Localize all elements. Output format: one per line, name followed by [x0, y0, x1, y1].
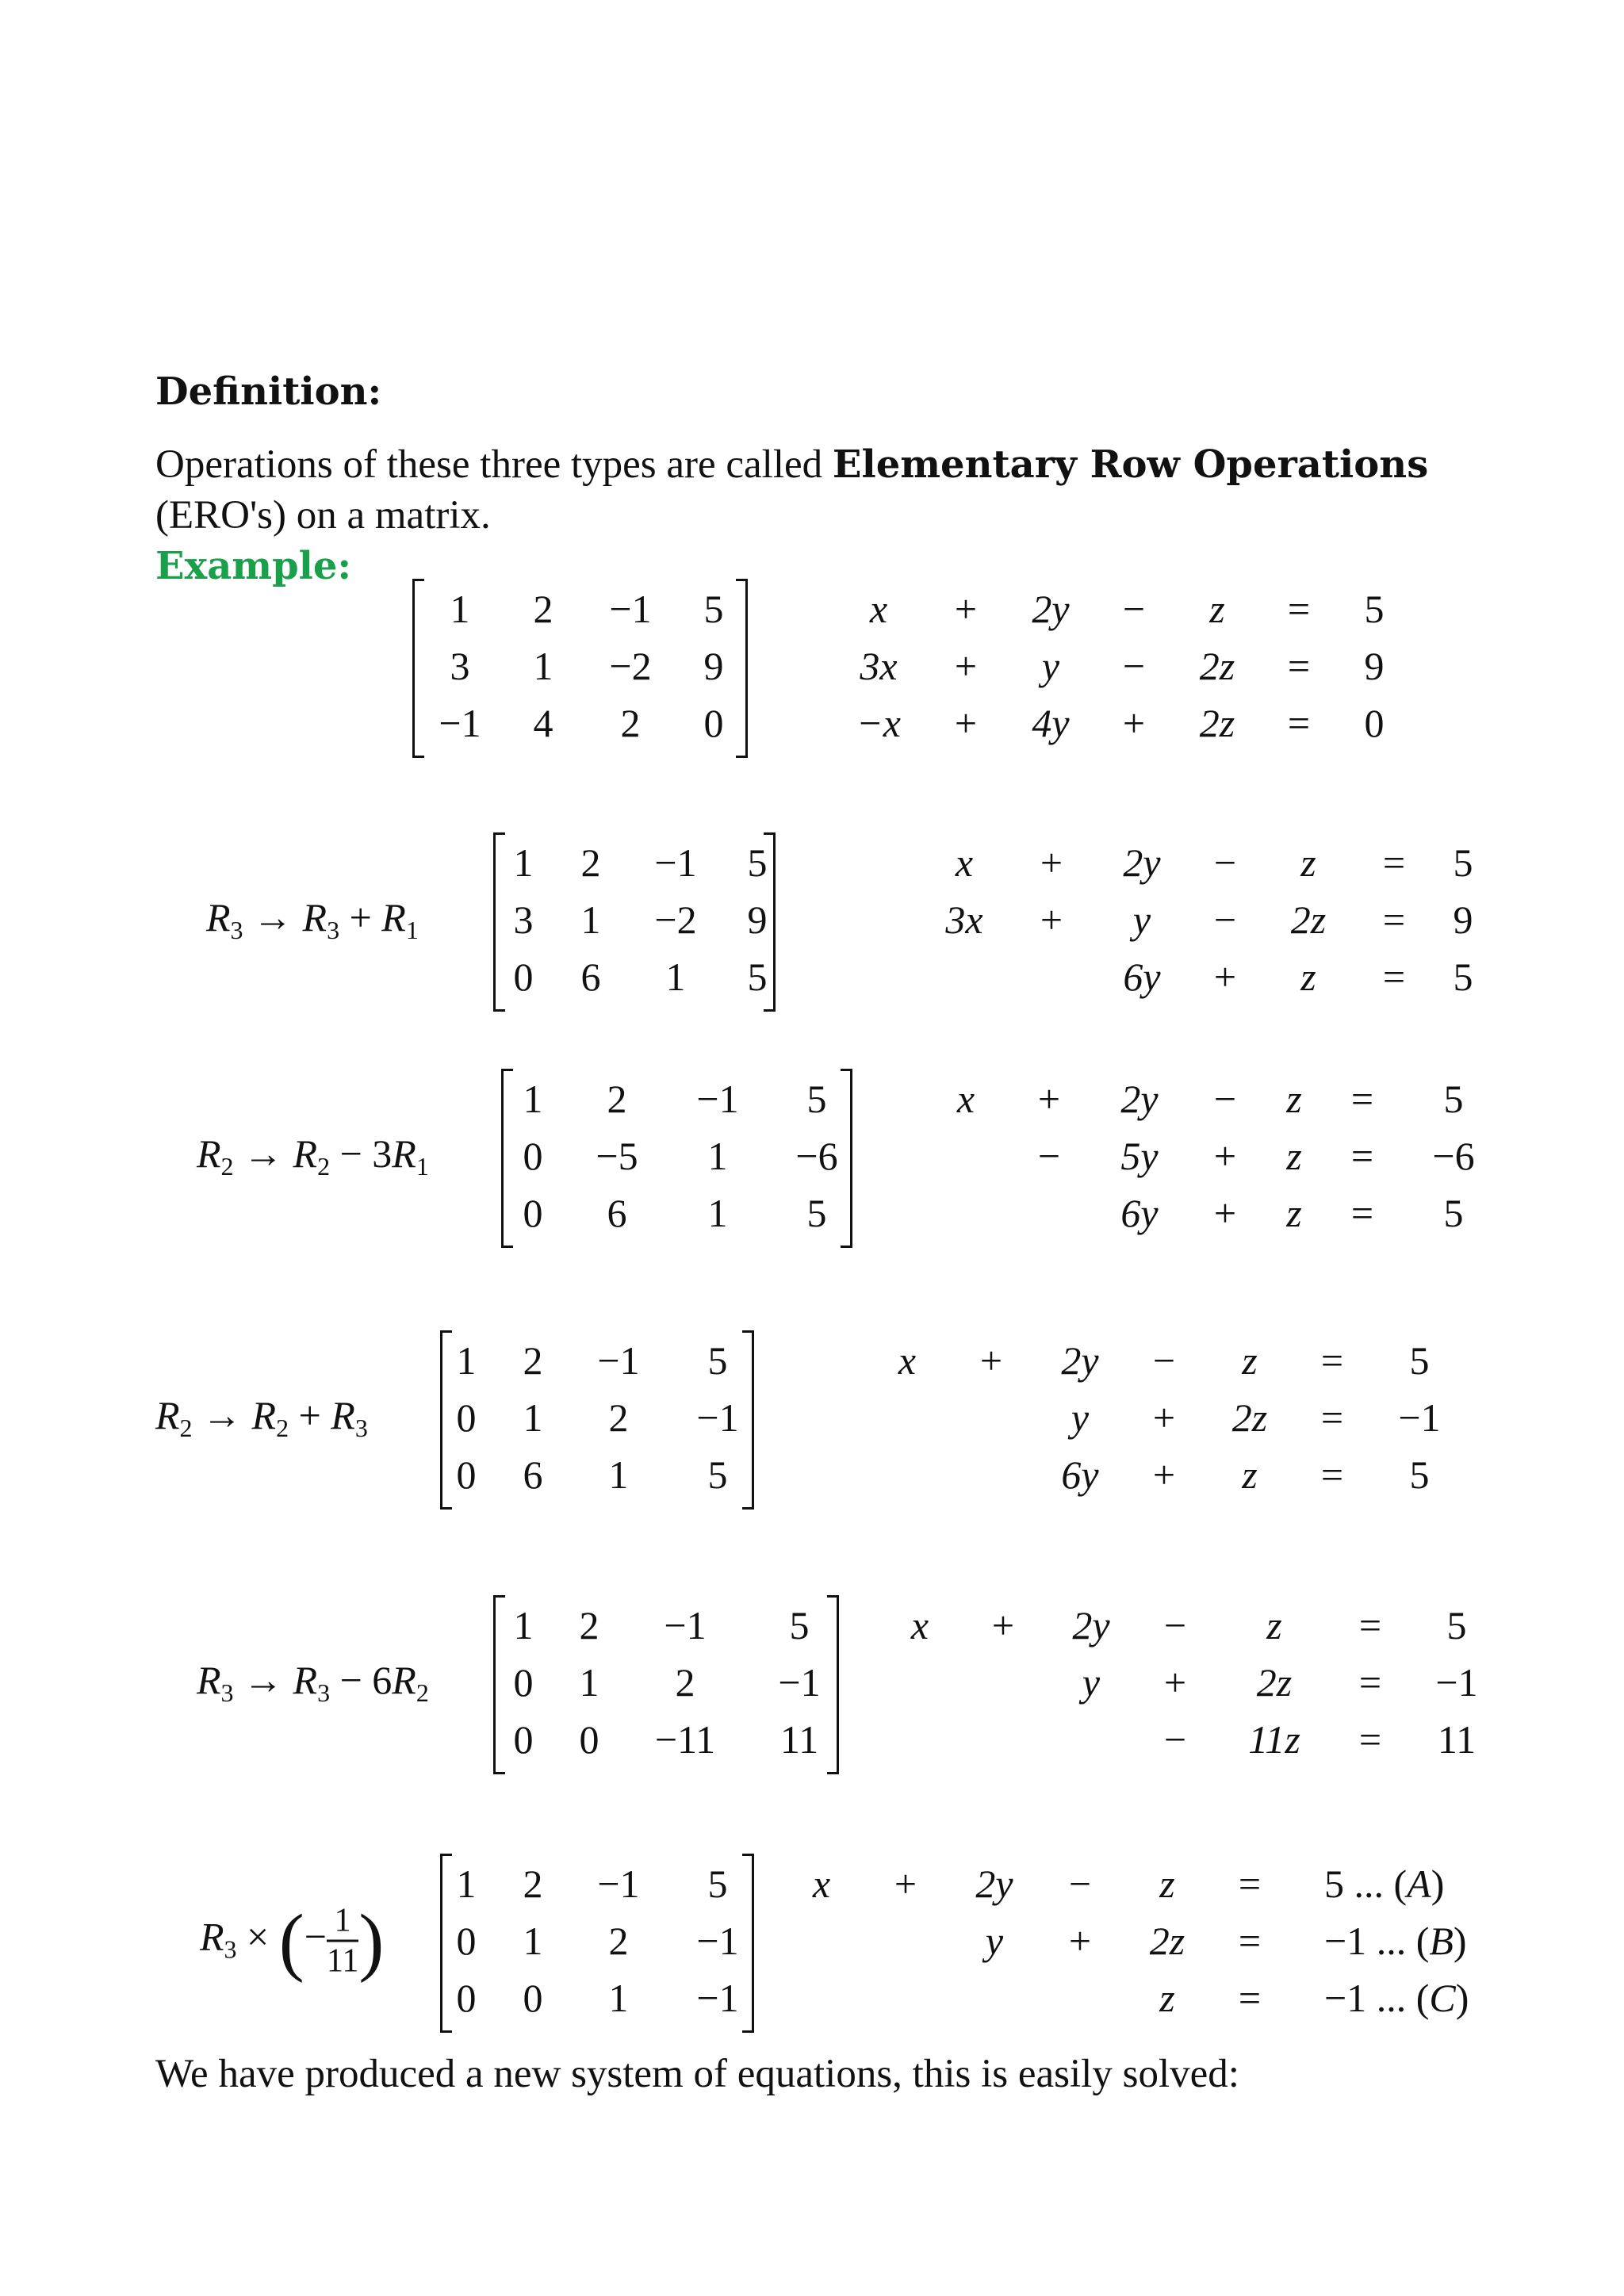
- equation-term: =: [1320, 1452, 1344, 1497]
- matrix-cell: 2: [620, 701, 641, 745]
- equation-term: 0: [1364, 701, 1385, 745]
- matrix-left-bracket: [440, 1854, 452, 2033]
- example-heading: Example:: [155, 544, 352, 588]
- matrix-cell: 2: [533, 587, 553, 631]
- matrix-cell: 1: [707, 1191, 728, 1235]
- equation-term: −1 ... (C): [1324, 1976, 1469, 2020]
- matrix-cell: 2: [675, 1660, 695, 1705]
- equation-term: =: [1358, 1603, 1382, 1647]
- matrix-cell: −1: [597, 1862, 640, 1906]
- equation-term: −: [1163, 1717, 1187, 1762]
- equation-term: =: [1238, 1862, 1262, 1906]
- matrix-right-bracket: [742, 1854, 754, 2033]
- equation-term: 2z: [1199, 644, 1235, 688]
- definition-paragraph-line1: [155, 439, 1428, 490]
- equation-term: =: [1358, 1660, 1382, 1705]
- equation-term: y: [1082, 1660, 1101, 1705]
- matrix-cell: 4: [533, 701, 553, 745]
- equation-term: +: [894, 1862, 917, 1906]
- equation-term: +: [1213, 955, 1237, 999]
- equation-term: 2y: [1120, 1077, 1159, 1121]
- matrix-cell: −1: [654, 840, 697, 885]
- equation-term: 11z: [1248, 1717, 1300, 1762]
- matrix-cell: −1: [696, 1976, 739, 2020]
- equation-term: 9: [1364, 644, 1385, 688]
- equation-term: z: [1242, 1452, 1258, 1497]
- equation-term: x: [869, 587, 888, 631]
- matrix-cell: 1: [608, 1452, 629, 1497]
- equation-term: z: [1209, 587, 1225, 631]
- matrix-cell: 0: [456, 1976, 477, 2020]
- equation-term: =: [1287, 587, 1311, 631]
- matrix-cell: 2: [608, 1395, 629, 1440]
- matrix-left-bracket: [493, 1595, 505, 1774]
- matrix-cell: 0: [523, 1976, 543, 2020]
- equation-term: y: [1132, 897, 1151, 942]
- equation-term: +: [1068, 1919, 1092, 1963]
- matrix-left-bracket: [412, 579, 424, 758]
- matrix-cell: −1: [696, 1395, 739, 1440]
- matrix-right-bracket: [736, 579, 748, 758]
- closing-sentence: We have produced a new system of equations, this is easily solved:: [155, 2052, 1239, 2096]
- equation-term: +: [1122, 701, 1146, 745]
- matrix-cell: 1: [456, 1338, 477, 1383]
- matrix-cell: 5: [703, 587, 724, 631]
- matrix-cell: 2: [579, 1603, 599, 1647]
- equation-term: −: [1213, 1077, 1237, 1121]
- matrix-cell: −1: [778, 1660, 821, 1705]
- equation-term: 2z: [1290, 897, 1327, 942]
- matrix-cell: 5: [747, 840, 768, 885]
- equation-term: 5: [1364, 587, 1385, 631]
- matrix-cell: 1: [523, 1077, 543, 1121]
- equation-term: −: [1213, 897, 1237, 942]
- equation-term: +: [954, 587, 978, 631]
- matrix-cell: 0: [456, 1919, 477, 1963]
- equation-term: =: [1238, 1976, 1262, 2020]
- matrix-cell: 1: [707, 1134, 728, 1178]
- equation-term: x: [910, 1603, 929, 1647]
- equation-term: 5: [1446, 1603, 1467, 1647]
- equation-term: 9: [1453, 897, 1473, 942]
- equation-term: −: [1037, 1134, 1061, 1178]
- equation-term: y: [985, 1919, 1004, 1963]
- equation-term: +: [1213, 1134, 1237, 1178]
- matrix-right-bracket: [841, 1069, 852, 1248]
- equation-term: 2z: [1256, 1660, 1293, 1705]
- matrix-left-bracket: [493, 832, 505, 1012]
- equation-term: =: [1320, 1395, 1344, 1440]
- equation-term: =: [1382, 955, 1406, 999]
- matrix-cell: 5: [806, 1191, 827, 1235]
- operation-label: $R_3$ × (− $\frac{1}{11}$ ): [200, 1898, 385, 1984]
- equation-term: 3x: [945, 897, 983, 942]
- matrix-cell: 5: [806, 1077, 827, 1121]
- equation-term: 5: [1443, 1077, 1464, 1121]
- equation-term: −: [1152, 1338, 1176, 1383]
- equation-term: =: [1350, 1077, 1374, 1121]
- matrix-cell: 0: [513, 1717, 534, 1762]
- operation-label: $R_3 \to R_3 + R_1$: [206, 895, 419, 944]
- matrix-cell: 2: [523, 1338, 543, 1383]
- matrix-cell: 2: [580, 840, 601, 885]
- equation-term: 2z: [1149, 1919, 1185, 1963]
- matrix-cell: 6: [523, 1452, 543, 1497]
- matrix-cell: −5: [596, 1134, 638, 1178]
- matrix-cell: 5: [747, 955, 768, 999]
- equation-term: −: [1068, 1862, 1092, 1906]
- equation-term: x: [956, 1077, 975, 1121]
- matrix-cell: 1: [579, 1660, 599, 1705]
- equation-term: −1: [1435, 1660, 1478, 1705]
- matrix-cell: −2: [654, 897, 697, 942]
- equation-term: x: [898, 1338, 917, 1383]
- matrix-cell: 0: [523, 1191, 543, 1235]
- equation-term: x: [955, 840, 974, 885]
- equation-term: −: [1213, 840, 1237, 885]
- equation-term: 6y: [1120, 1191, 1159, 1235]
- matrix-cell: 0: [513, 1660, 534, 1705]
- equation-term: z: [1266, 1603, 1282, 1647]
- equation-term: +: [1152, 1395, 1176, 1440]
- equation-term: +: [1163, 1660, 1187, 1705]
- matrix-cell: 9: [703, 644, 724, 688]
- equation-term: +: [954, 701, 978, 745]
- matrix-cell: −2: [609, 644, 652, 688]
- equation-term: 2y: [1061, 1338, 1099, 1383]
- equation-term: z: [1300, 840, 1316, 885]
- equation-term: +: [991, 1603, 1015, 1647]
- equation-term: z: [1242, 1338, 1258, 1383]
- equation-term: 5: [1409, 1338, 1430, 1383]
- matrix-cell: −1: [439, 701, 481, 745]
- equation-term: z: [1159, 1862, 1175, 1906]
- equation-term: 2z: [1199, 701, 1235, 745]
- definition-paragraph-line2: (ERO's) on a matrix.: [155, 493, 491, 538]
- equation-term: z: [1159, 1976, 1175, 2020]
- equation-term: =: [1287, 701, 1311, 745]
- matrix-cell: −1: [664, 1603, 707, 1647]
- equation-term: =: [1287, 644, 1311, 688]
- equation-term: =: [1238, 1919, 1262, 1963]
- matrix-cell: 2: [608, 1919, 629, 1963]
- matrix-cell: −1: [609, 587, 652, 631]
- matrix-cell: 0: [579, 1717, 599, 1762]
- matrix-cell: 1: [533, 644, 553, 688]
- equation-term: 3x: [860, 644, 898, 688]
- matrix-cell: 0: [513, 955, 534, 999]
- equation-term: +: [954, 644, 978, 688]
- matrix-cell: 5: [789, 1603, 810, 1647]
- equation-term: =: [1350, 1191, 1374, 1235]
- matrix-cell: 1: [523, 1919, 543, 1963]
- equation-term: z: [1286, 1191, 1302, 1235]
- equation-term: z: [1300, 955, 1316, 999]
- matrix-cell: 1: [513, 840, 534, 885]
- equation-term: +: [1213, 1191, 1237, 1235]
- equation-term: 6y: [1123, 955, 1161, 999]
- matrix-cell: 5: [707, 1862, 728, 1906]
- matrix-cell: −11: [654, 1717, 716, 1762]
- equation-term: 5: [1409, 1452, 1430, 1497]
- paragraph-bold-term: Elementary Row Operations: [832, 442, 1429, 487]
- matrix-left-bracket: [440, 1330, 452, 1510]
- equation-term: −1 ... (B): [1324, 1919, 1467, 1963]
- equation-term: 2z: [1231, 1395, 1268, 1440]
- equation-term: +: [1152, 1452, 1176, 1497]
- matrix-cell: 1: [523, 1395, 543, 1440]
- matrix-cell: 6: [580, 955, 601, 999]
- equation-term: −6: [1432, 1134, 1475, 1178]
- matrix-cell: 11: [779, 1717, 819, 1762]
- equation-term: −: [1122, 644, 1146, 688]
- equation-term: +: [1037, 1077, 1061, 1121]
- definition-heading: Definition:: [155, 369, 382, 414]
- equation-term: =: [1382, 897, 1406, 942]
- matrix-cell: 6: [607, 1191, 627, 1235]
- matrix-right-bracket: [742, 1330, 754, 1510]
- equation-term: =: [1382, 840, 1406, 885]
- equation-term: 5: [1453, 840, 1473, 885]
- matrix-cell: 1: [608, 1976, 629, 2020]
- equation-term: 2y: [1032, 587, 1070, 631]
- equation-term: 2y: [1072, 1603, 1110, 1647]
- equation-term: 4y: [1032, 701, 1070, 745]
- matrix-cell: 2: [523, 1862, 543, 1906]
- equation-term: −: [1163, 1603, 1187, 1647]
- matrix-cell: 3: [450, 644, 470, 688]
- equation-term: 11: [1437, 1717, 1477, 1762]
- operation-label: $R_2 \to R_2 - 3R_1$: [197, 1131, 429, 1181]
- equation-term: 5y: [1120, 1134, 1159, 1178]
- equation-term: =: [1358, 1717, 1382, 1762]
- paragraph-text: Operations of these three types are called: [155, 442, 833, 487]
- equation-term: 2y: [1123, 840, 1161, 885]
- operation-label: $R_3 \to R_3 - 6R_2$: [197, 1658, 429, 1707]
- matrix-cell: 2: [607, 1077, 627, 1121]
- equation-term: −: [1122, 587, 1146, 631]
- matrix-cell: 3: [513, 897, 534, 942]
- equation-term: y: [1071, 1395, 1090, 1440]
- equation-term: z: [1286, 1077, 1302, 1121]
- matrix-cell: 5: [707, 1338, 728, 1383]
- equation-term: 5: [1453, 955, 1473, 999]
- equation-term: 5: [1443, 1191, 1464, 1235]
- matrix-cell: −1: [696, 1919, 739, 1963]
- equation-term: −1: [1398, 1395, 1441, 1440]
- matrix-cell: 0: [456, 1452, 477, 1497]
- matrix-cell: 9: [747, 897, 768, 942]
- matrix-cell: 0: [456, 1395, 477, 1440]
- matrix-cell: 1: [513, 1603, 534, 1647]
- equation-term: 2y: [975, 1862, 1013, 1906]
- equation-term: +: [1040, 897, 1063, 942]
- matrix-cell: −1: [696, 1077, 739, 1121]
- equation-term: −x: [856, 701, 901, 745]
- operation-label: $R_2 \to R_2 + R_3$: [155, 1393, 368, 1442]
- matrix-right-bracket: [827, 1595, 839, 1774]
- matrix-cell: 1: [456, 1862, 477, 1906]
- matrix-cell: 1: [450, 587, 470, 631]
- matrix-cell: 1: [665, 955, 686, 999]
- matrix-cell: −1: [597, 1338, 640, 1383]
- matrix-cell: 5: [707, 1452, 728, 1497]
- matrix-cell: 0: [703, 701, 724, 745]
- matrix-cell: 0: [523, 1134, 543, 1178]
- equation-term: 6y: [1061, 1452, 1099, 1497]
- equation-term: +: [979, 1338, 1003, 1383]
- equation-term: z: [1286, 1134, 1302, 1178]
- matrix-cell: −6: [795, 1134, 838, 1178]
- equation-term: +: [1040, 840, 1063, 885]
- matrix-cell: 1: [580, 897, 601, 942]
- matrix-left-bracket: [501, 1069, 513, 1248]
- equation-term: =: [1350, 1134, 1374, 1178]
- equation-term: y: [1041, 644, 1060, 688]
- equation-term: =: [1320, 1338, 1344, 1383]
- equation-term: x: [812, 1862, 831, 1906]
- equation-term: 5 ... (A): [1324, 1862, 1445, 1906]
